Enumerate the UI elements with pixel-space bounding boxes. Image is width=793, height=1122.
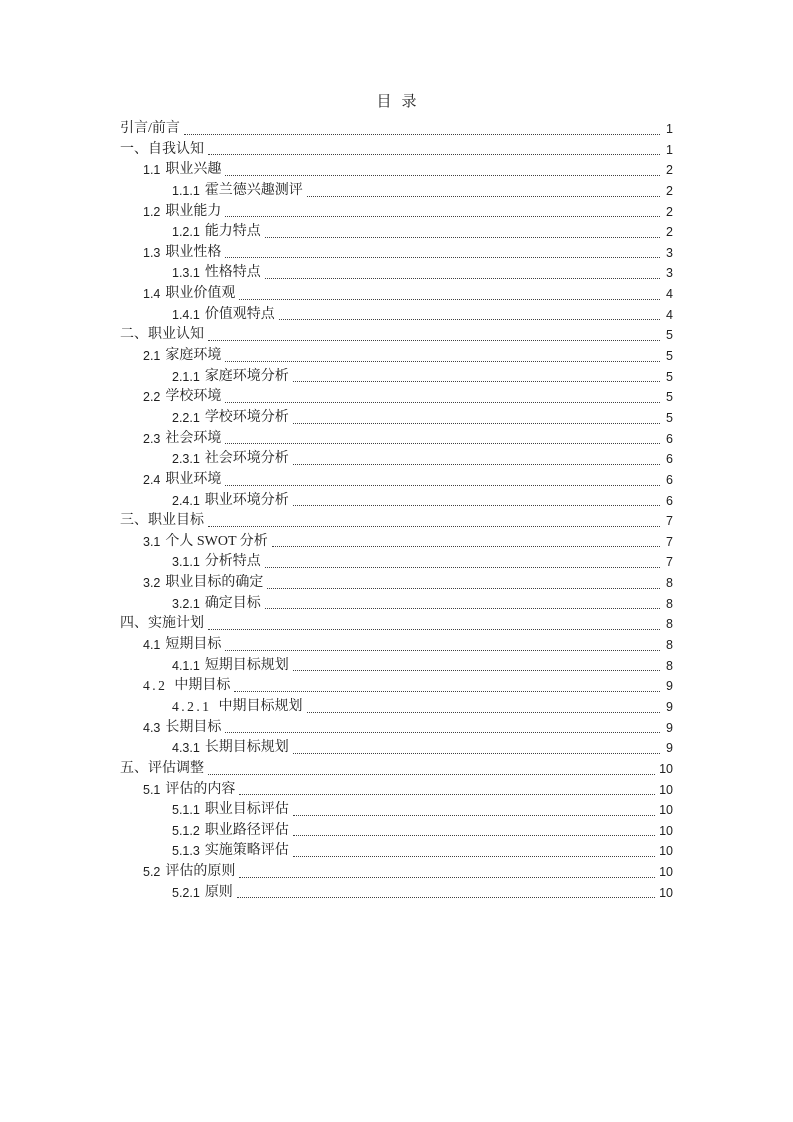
toc-entry[interactable] bbox=[120, 470, 673, 491]
toc-entry[interactable] bbox=[120, 759, 673, 780]
toc-page-number: 3 bbox=[666, 245, 673, 260]
toc-leader-dots bbox=[221, 635, 662, 656]
toc-page-number: 2 bbox=[666, 183, 673, 198]
toc-entry-label: 职业认知 bbox=[148, 327, 204, 343]
toc-leader-dots bbox=[233, 883, 657, 904]
toc-page-number: 6 bbox=[666, 431, 673, 446]
toc-entry-label: 职业目标的确定 bbox=[165, 575, 264, 591]
toc-leader-dots bbox=[221, 160, 662, 181]
toc-leader-dots bbox=[268, 532, 662, 553]
toc-entry[interactable] bbox=[120, 305, 673, 326]
toc-entry[interactable] bbox=[120, 408, 673, 429]
toc-page-number: 7 bbox=[666, 514, 673, 529]
toc-page-number: 8 bbox=[666, 596, 673, 611]
toc-page-number: 8 bbox=[666, 658, 673, 673]
toc-entry-number: 5.1 bbox=[143, 782, 161, 797]
toc-leader-dots bbox=[204, 325, 662, 346]
toc-page-number: 2 bbox=[666, 225, 673, 240]
toc-entry-number: 5.2 bbox=[143, 865, 161, 880]
toc-entry-number: 1.2.1 bbox=[172, 225, 200, 240]
toc-entry[interactable] bbox=[120, 780, 673, 801]
toc-entry[interactable] bbox=[120, 160, 673, 181]
toc-entry-label: 自我认知 bbox=[148, 141, 204, 157]
toc-entry-number: 5.1.1 bbox=[172, 803, 200, 818]
toc-leader-dots bbox=[261, 263, 662, 284]
toc-entry[interactable] bbox=[120, 511, 673, 532]
toc-leader-dots bbox=[221, 429, 662, 450]
toc-page-number: 7 bbox=[666, 555, 673, 570]
toc-entry-label: 性格特点 bbox=[204, 265, 261, 281]
toc-entry-number: 1.1 bbox=[143, 163, 161, 178]
toc-entry-number: 1.3.1 bbox=[172, 266, 200, 281]
toc-entry-number: 1.4 bbox=[143, 287, 161, 302]
toc-entry-number: 五、 bbox=[120, 760, 148, 776]
toc-page-number: 5 bbox=[666, 410, 673, 425]
toc-entry-number: 4.2 bbox=[143, 678, 168, 694]
toc-entry-label: 原则 bbox=[204, 884, 233, 900]
toc-page-number: 5 bbox=[666, 349, 673, 364]
toc-entry[interactable] bbox=[120, 635, 673, 656]
toc-entry-label: 确定目标 bbox=[204, 595, 261, 611]
toc-entry[interactable] bbox=[120, 883, 673, 904]
toc-entry-label: 职业目标 bbox=[148, 513, 204, 529]
toc-entry-label: 中期目标 bbox=[174, 678, 231, 694]
toc-entry-label: 职业环境 bbox=[165, 471, 222, 487]
toc-leader-dots bbox=[303, 181, 662, 202]
toc-leader-dots bbox=[303, 697, 663, 718]
toc-entry-number: 2.3.1 bbox=[172, 452, 200, 467]
toc-leader-dots bbox=[289, 491, 662, 512]
toc-entry-number: 1.4.1 bbox=[172, 307, 200, 322]
toc-page-number: 6 bbox=[666, 472, 673, 487]
toc-leader-dots bbox=[289, 408, 662, 429]
toc-entry[interactable] bbox=[120, 676, 673, 697]
toc-entry[interactable] bbox=[120, 491, 673, 512]
toc-entry-number: 5.1.3 bbox=[172, 844, 200, 859]
toc-entry[interactable] bbox=[120, 429, 673, 450]
toc-entry-label: 霍兰德兴趣测评 bbox=[204, 182, 303, 198]
toc-page-number: 8 bbox=[666, 638, 673, 653]
toc-entry[interactable] bbox=[120, 532, 673, 553]
toc-leader-dots bbox=[263, 573, 662, 594]
toc-entry-label: 家庭环境 bbox=[165, 348, 222, 364]
toc-leader-dots bbox=[221, 243, 662, 264]
toc-page-number: 9 bbox=[666, 741, 673, 756]
toc-leader-dots bbox=[180, 119, 662, 140]
toc-entry-number: 1.2 bbox=[143, 204, 161, 219]
toc-entry-number: 4.3 bbox=[143, 720, 161, 735]
toc-entry[interactable] bbox=[120, 202, 673, 223]
toc-page-number: 10 bbox=[659, 782, 673, 797]
toc-page-number: 2 bbox=[666, 163, 673, 178]
toc-leader-dots bbox=[261, 222, 662, 243]
toc-entry-label: 能力特点 bbox=[204, 224, 261, 240]
toc-entry-label: 实施策略评估 bbox=[204, 843, 289, 859]
toc-entry-label: 职业兴趣 bbox=[165, 162, 222, 178]
toc-page-number: 3 bbox=[666, 266, 673, 281]
toc-entry-number: 2.4 bbox=[143, 472, 161, 487]
toc-entry-label: 学校环境分析 bbox=[204, 409, 289, 425]
toc-title: 目录 bbox=[376, 94, 427, 110]
toc-page-number: 1 bbox=[666, 122, 673, 136]
toc-entry-number: 1.1.1 bbox=[172, 183, 200, 198]
toc-entry[interactable] bbox=[120, 614, 673, 635]
toc-page-number: 9 bbox=[666, 699, 673, 714]
toc-entry[interactable] bbox=[120, 263, 673, 284]
toc-entry-number: 4.1 bbox=[143, 638, 161, 653]
toc-entry-number: 4.1.1 bbox=[172, 658, 200, 673]
toc-entry-number: 2.3 bbox=[143, 431, 161, 446]
toc-page-number: 10 bbox=[659, 761, 673, 776]
toc-leader-dots bbox=[204, 511, 662, 532]
toc-entry[interactable] bbox=[120, 346, 673, 367]
toc-leader-dots bbox=[221, 470, 662, 491]
toc-entry-label: 学校环境 bbox=[165, 389, 222, 405]
toc-leader-dots bbox=[221, 387, 662, 408]
toc-entry-label: 评估的内容 bbox=[165, 781, 236, 797]
toc-entry-number: 三、 bbox=[120, 513, 148, 529]
toc-entry-number: 3.2.1 bbox=[172, 596, 200, 611]
toc-entry-number: 一、 bbox=[120, 141, 148, 157]
toc-leader-dots bbox=[235, 284, 662, 305]
toc-entry[interactable] bbox=[120, 181, 673, 202]
toc-page-number: 5 bbox=[666, 369, 673, 384]
toc-entry-number: 5.2.1 bbox=[172, 885, 200, 900]
toc-entry-label: 短期目标 bbox=[165, 637, 222, 653]
toc-entry[interactable] bbox=[120, 552, 673, 573]
toc-entry[interactable] bbox=[120, 284, 673, 305]
toc-page-number: 10 bbox=[659, 865, 673, 880]
toc-entry[interactable] bbox=[120, 119, 673, 140]
toc-leader-dots bbox=[235, 780, 657, 801]
toc-leader-dots bbox=[289, 449, 662, 470]
toc-entry-label: 职业价值观 bbox=[165, 286, 236, 302]
toc-leader-dots bbox=[261, 552, 662, 573]
table-of-contents bbox=[120, 119, 673, 903]
toc-entry[interactable] bbox=[120, 325, 673, 346]
toc-entry-label: 职业环境分析 bbox=[204, 492, 289, 508]
toc-entry[interactable] bbox=[120, 697, 673, 718]
toc-entry[interactable] bbox=[120, 718, 673, 739]
toc-entry-label: 实施计划 bbox=[148, 616, 204, 632]
toc-entry-number: 2.1.1 bbox=[172, 369, 200, 384]
toc-entry[interactable] bbox=[120, 387, 673, 408]
toc-entry-label: 职业目标评估 bbox=[204, 802, 289, 818]
toc-page-number: 10 bbox=[659, 823, 673, 838]
toc-leader-dots bbox=[289, 367, 662, 388]
toc-leader-dots bbox=[221, 202, 662, 223]
toc-entry-label: 长期目标 bbox=[165, 719, 222, 735]
toc-page-number: 1 bbox=[666, 142, 673, 157]
toc-entry[interactable] bbox=[120, 243, 673, 264]
toc-entry-label: 家庭环境分析 bbox=[204, 368, 289, 384]
toc-page-number: 9 bbox=[666, 679, 673, 694]
toc-entry-label: 短期目标规划 bbox=[204, 657, 289, 673]
toc-leader-dots bbox=[289, 656, 662, 677]
toc-entry-label: 长期目标规划 bbox=[204, 740, 289, 756]
toc-leader-dots bbox=[289, 821, 657, 842]
toc-entry-number: 4.2.1 bbox=[172, 698, 212, 714]
toc-entry-label: 个人 SWOT 分析 bbox=[165, 533, 268, 549]
toc-entry[interactable] bbox=[120, 738, 673, 759]
toc-entry-number: 四、 bbox=[120, 616, 148, 632]
toc-entry[interactable] bbox=[120, 656, 673, 677]
toc-entry-label: 评估的原则 bbox=[165, 864, 236, 880]
toc-entry-label: 评估调整 bbox=[148, 760, 204, 776]
toc-entry[interactable] bbox=[120, 222, 673, 243]
toc-leader-dots bbox=[289, 800, 657, 821]
toc-leader-dots bbox=[275, 305, 662, 326]
toc-entry-label: 职业路径评估 bbox=[204, 822, 289, 838]
toc-entry-label: 价值观特点 bbox=[204, 306, 275, 322]
toc-entry-label: 社会环境 bbox=[165, 430, 222, 446]
toc-entry-number: 2.2 bbox=[143, 390, 161, 405]
toc-entry-number: 3.1.1 bbox=[172, 555, 200, 570]
toc-leader-dots bbox=[204, 614, 662, 635]
toc-entry[interactable] bbox=[120, 862, 673, 883]
toc-entry[interactable] bbox=[120, 140, 673, 161]
toc-entry-label: 分析特点 bbox=[204, 554, 261, 570]
toc-entry-label: 社会环境分析 bbox=[204, 451, 289, 467]
toc-entry[interactable] bbox=[120, 594, 673, 615]
toc-page-number: 4 bbox=[666, 307, 673, 322]
toc-entry[interactable] bbox=[120, 573, 673, 594]
toc-entry-label: 引言/前言 bbox=[120, 121, 180, 136]
toc-page-number: 8 bbox=[666, 617, 673, 632]
toc-page-number: 2 bbox=[666, 204, 673, 219]
toc-page-number: 6 bbox=[666, 493, 673, 508]
toc-page-number: 5 bbox=[666, 328, 673, 343]
toc-entry-number: 2.1 bbox=[143, 349, 161, 364]
toc-leader-dots bbox=[261, 594, 662, 615]
toc-page-number: 5 bbox=[666, 390, 673, 405]
toc-entry-label: 职业能力 bbox=[165, 203, 222, 219]
toc-entry-number: 二、 bbox=[120, 327, 148, 343]
toc-entry[interactable] bbox=[120, 821, 673, 842]
toc-page-number: 6 bbox=[666, 452, 673, 467]
toc-leader-dots bbox=[289, 841, 657, 862]
toc-entry-number: 2.2.1 bbox=[172, 410, 200, 425]
toc-entry-number: 5.1.2 bbox=[172, 823, 200, 838]
toc-page-number: 10 bbox=[659, 885, 673, 900]
toc-leader-dots bbox=[221, 718, 662, 739]
toc-page-number: 8 bbox=[666, 576, 673, 591]
toc-entry[interactable] bbox=[120, 800, 673, 821]
toc-leader-dots bbox=[204, 759, 657, 780]
toc-leader-dots bbox=[230, 676, 662, 697]
toc-entry-number: 2.4.1 bbox=[172, 493, 200, 508]
toc-entry[interactable] bbox=[120, 367, 673, 388]
toc-page-number: 10 bbox=[659, 844, 673, 859]
toc-entry-number: 3.1 bbox=[143, 534, 161, 549]
toc-page-number: 4 bbox=[666, 287, 673, 302]
toc-page-number: 9 bbox=[666, 720, 673, 735]
toc-page-number: 10 bbox=[659, 803, 673, 818]
toc-entry[interactable] bbox=[120, 449, 673, 470]
toc-entry-label: 职业性格 bbox=[165, 244, 222, 260]
toc-leader-dots bbox=[204, 140, 662, 161]
toc-leader-dots bbox=[221, 346, 662, 367]
toc-entry-number: 3.2 bbox=[143, 576, 161, 591]
toc-page-number: 7 bbox=[666, 534, 673, 549]
toc-leader-dots bbox=[289, 738, 662, 759]
toc-entry-number: 1.3 bbox=[143, 245, 161, 260]
toc-entry-number: 4.3.1 bbox=[172, 741, 200, 756]
toc-leader-dots bbox=[235, 862, 657, 883]
toc-entry[interactable] bbox=[120, 841, 673, 862]
toc-entry-label: 中期目标规划 bbox=[218, 698, 303, 714]
